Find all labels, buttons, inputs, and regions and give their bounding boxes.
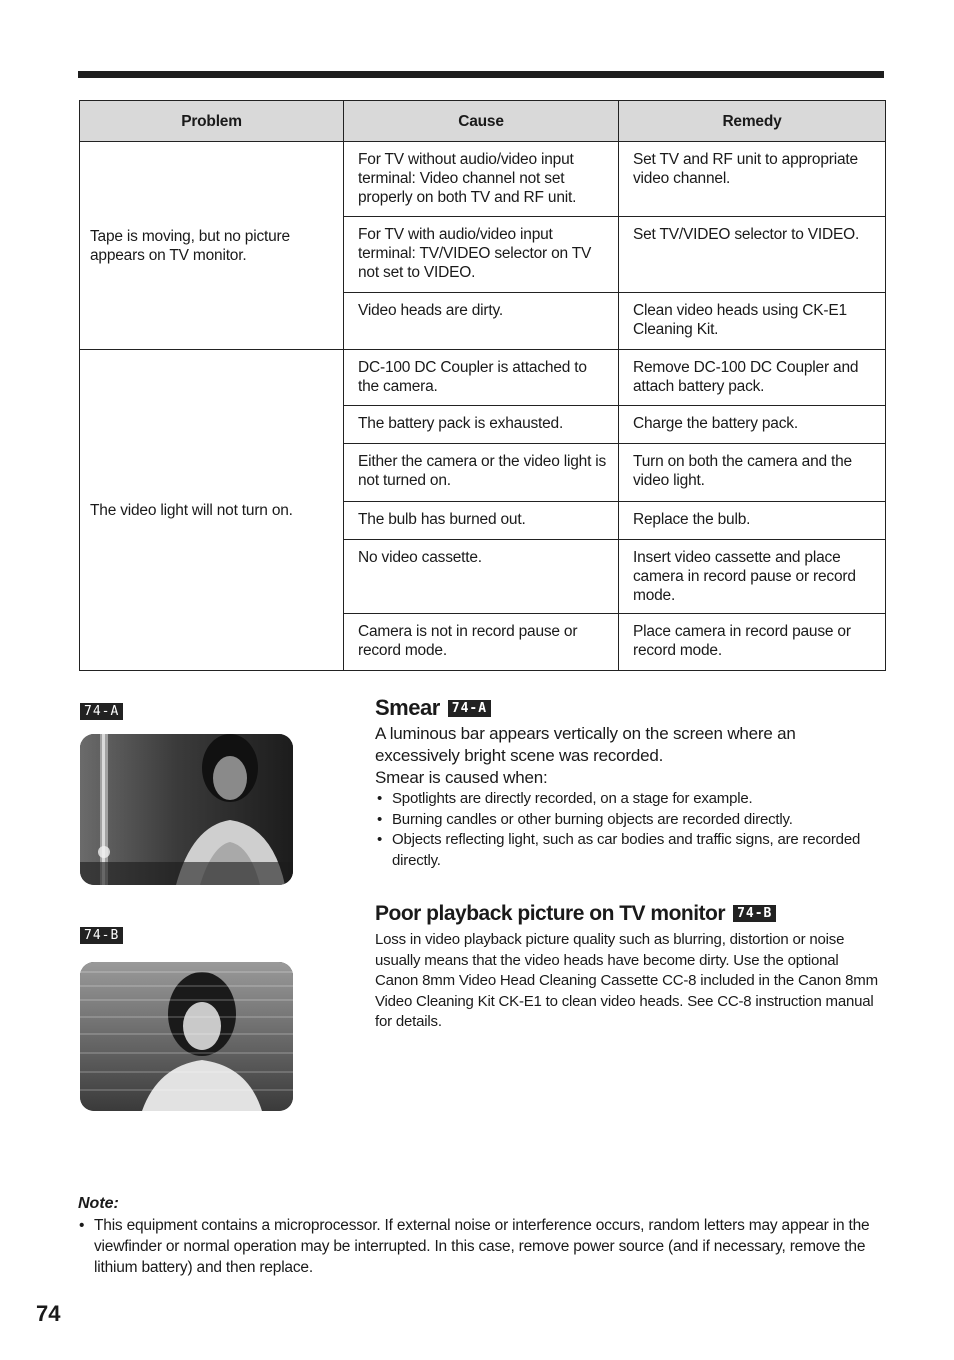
cause-cell: For TV with audio/video input terminal: TV/VIDEO selector on TV not set to VIDEO. <box>344 217 619 293</box>
smear-photo-graphic <box>80 734 293 885</box>
smear-description: A luminous bar appears vertically on the screen where an excessively bright scene was recorded. <box>375 724 796 765</box>
cause-cell: The battery pack is exhausted. <box>344 406 619 444</box>
remedy-cell: Clean video heads using CK-E1 Cleaning Kit. <box>619 293 886 350</box>
remedy-cell: Replace the bulb. <box>619 502 886 540</box>
column-header-cause: Cause <box>344 101 619 142</box>
list-item: • Burning candles or other burning objects are recorded directly. <box>375 810 880 831</box>
problem-cell: The video light will not turn on. <box>80 350 344 671</box>
remedy-cell: Insert video cassette and place camera in record pause or record mode. <box>619 540 886 614</box>
smear-title-text: Smear <box>375 695 440 720</box>
smear-figure-tag: 74-A <box>448 700 491 717</box>
section-smear <box>375 693 880 871</box>
note-title: Note: <box>78 1195 119 1212</box>
list-item: • Objects reflecting light, such as car bodies and traffic signs, are recorded directly. <box>375 830 880 871</box>
cause-cell: Video heads are dirty. <box>344 293 619 350</box>
problem-cell: Tape is moving, but no picture appears on TV monitor. <box>80 142 344 350</box>
column-header-remedy: Remedy <box>619 101 886 142</box>
remedy-cell: Place camera in record pause or record mode. <box>619 614 886 671</box>
smear-cause-intro: Smear is caused when: <box>375 768 548 787</box>
poor-playback-title-text: Poor playback picture on TV monitor <box>375 902 726 925</box>
remedy-cell: Set TV/VIDEO selector to VIDEO. <box>619 217 886 293</box>
remedy-cell: Turn on both the camera and the video light. <box>619 444 886 502</box>
table-header-row <box>80 101 886 142</box>
cause-cell: The bulb has burned out. <box>344 502 619 540</box>
cause-cell: No video cassette. <box>344 540 619 614</box>
table-row <box>80 142 886 217</box>
note-block <box>78 1193 884 1278</box>
cause-cell: DC-100 DC Coupler is attached to the camera. <box>344 350 619 406</box>
cause-cell: Camera is not in record pause or record mode. <box>344 614 619 671</box>
figure-photo-poor-playback <box>80 962 293 1111</box>
poor-playback-figure-tag: 74-B <box>733 905 776 922</box>
remedy-cell: Remove DC-100 DC Coupler and attach battery pack. <box>619 350 886 406</box>
section-title-poor-playback <box>375 898 880 930</box>
cause-cell: Either the camera or the video light is not turned on. <box>344 444 619 502</box>
section-poor-playback <box>375 898 880 1033</box>
figure-label-74a: 74-A <box>80 703 123 720</box>
table-row <box>80 350 886 406</box>
troubleshooting-table <box>79 100 886 671</box>
note-text: • This equipment contains a microprocessor. If external noise or interference occurs, random letters may appear in the viewfinder or normal operation may be interrupted. In this case, remove power source (and if necessary, remove the lithium battery) and then replace. <box>78 1215 884 1278</box>
smear-cause-list <box>375 789 880 871</box>
figure-label-74b: 74-B <box>80 927 123 944</box>
cause-cell: For TV without audio/video input terminal: Video channel not set properly on both TV and RF unit. <box>344 142 619 217</box>
remedy-cell: Charge the battery pack. <box>619 406 886 444</box>
list-item: • Spotlights are directly recorded, on a stage for example. <box>375 789 880 810</box>
page-number: 74 <box>36 1301 61 1326</box>
poor-playback-text: Loss in video playback picture quality such as blurring, distortion or noise usually means that the video heads have become dirty. Use the optional Canon 8mm Video Head Cleaning Cassette CC-8 included in the Canon 8mm Video Cleaning Kit CK-E1 to clean video heads. See CC-8 instruction manual for details. <box>375 931 878 1031</box>
section-title-smear <box>375 693 880 723</box>
poor-playback-photo-graphic <box>80 962 293 1111</box>
column-header-problem: Problem <box>80 101 344 142</box>
header-rule <box>78 71 884 78</box>
figure-photo-smear <box>80 734 293 885</box>
remedy-cell: Set TV and RF unit to appropriate video channel. <box>619 142 886 217</box>
